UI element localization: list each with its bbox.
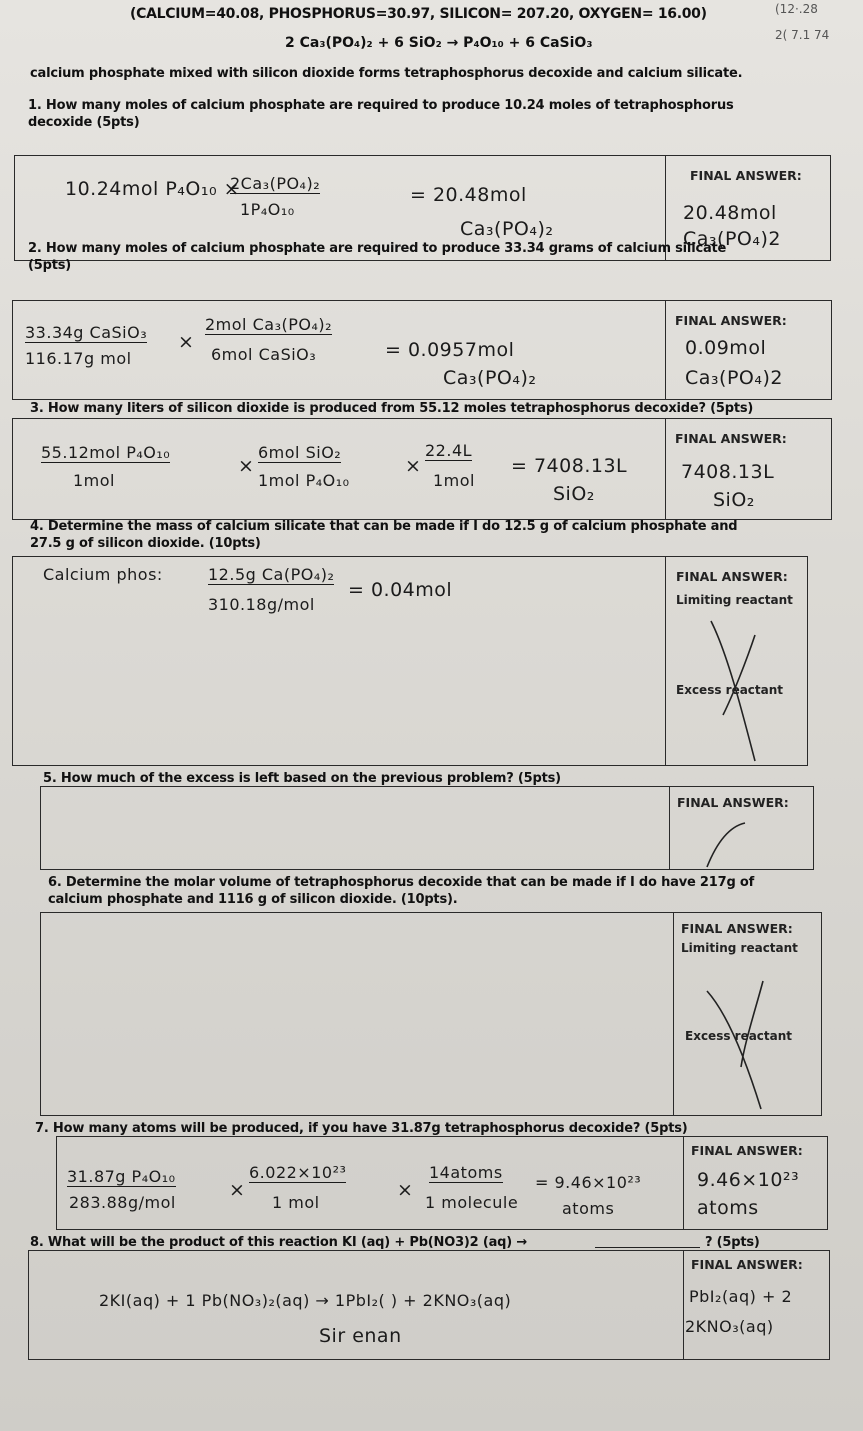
answer-blank xyxy=(595,1247,700,1248)
handwritten-work: 22.4L xyxy=(425,441,473,460)
question-4: 4. Determine the mass of calcium silicate that can be made if I do 12.5 g of calcium phosphate and 27.5 g of silicon dioxide. (10pts) xyxy=(30,519,738,551)
handwritten-work: Sir enan xyxy=(319,1325,402,1347)
final-answer-value: 0.09mol xyxy=(685,337,767,359)
question-8: 8. What will be the product of this reaction KI (aq) + Pb(NO3)2 (aq) → xyxy=(30,1235,528,1250)
limiting-reactant-label: Limiting reactant xyxy=(676,593,793,607)
final-answer-label: FINAL ANSWER: xyxy=(675,313,787,328)
final-answer-label: FINAL ANSWER: xyxy=(675,431,787,446)
final-answer-value: PbI₂(aq) + 2 xyxy=(689,1287,793,1306)
handwritten-work: 283.88g/mol xyxy=(69,1193,176,1212)
handwritten-work: 6mol CaSiO₃ xyxy=(211,345,317,364)
handwritten-work: 1mol P₄O₁₀ xyxy=(258,471,350,490)
question-2: 2. How many moles of calcium phosphate are required to produce 33.34 grams of calcium silicate (5pts) xyxy=(28,241,727,273)
cross-mark xyxy=(701,817,761,867)
handwritten-work: = 7408.13L xyxy=(511,455,628,477)
handwritten-work: 1mol xyxy=(433,471,475,490)
handwritten-work: 55.12mol P₄O₁₀ xyxy=(41,443,171,462)
corner-note: (12·.28 xyxy=(775,2,818,16)
handwritten-work: 6mol SiO₂ xyxy=(258,443,342,462)
final-answer-value: SiO₂ xyxy=(713,489,755,511)
question-7: 7. How many atoms will be produced, if you have 31.87g tetraphosphorus decoxide? (5pts) xyxy=(35,1121,688,1136)
handwritten-work: 1 molecule xyxy=(425,1193,519,1212)
handwritten-work: 116.17g mol xyxy=(25,349,132,368)
handwritten-work: = 0.0957mol xyxy=(385,339,515,361)
final-answer-label: FINAL ANSWER: xyxy=(681,921,793,936)
final-answer-value: 20.48mol xyxy=(683,202,777,224)
handwritten-work: = 20.48mol xyxy=(410,184,527,206)
final-answer-value: atoms xyxy=(697,1197,759,1219)
final-answer-value: Ca₃(PO₄)2 xyxy=(685,367,783,389)
handwritten-work: × xyxy=(238,455,255,477)
corner-note: 2( 7.1 74 xyxy=(775,28,830,42)
handwritten-work: 310.18g/mol xyxy=(208,595,315,614)
handwritten-work: = 9.46×10²³ xyxy=(535,1173,642,1192)
handwritten-work: 2KI(aq) + 1 Pb(NO₃)₂(aq) → 1PbI₂( ) + 2KNO₃(aq) xyxy=(99,1291,512,1310)
handwritten-work: = 0.04mol xyxy=(348,579,453,601)
handwritten-work: × xyxy=(405,455,422,477)
handwritten-work: 12.5g Ca(PO₄)₂ xyxy=(208,565,335,584)
handwritten-work: 31.87g P₄O₁₀ xyxy=(67,1167,176,1186)
handwritten-work: 14atoms xyxy=(429,1163,503,1182)
question-8-points: ? (5pts) xyxy=(705,1235,760,1250)
handwritten-work: SiO₂ xyxy=(553,483,595,505)
handwritten-work: Ca₃(PO₄)₂ xyxy=(460,218,554,240)
final-answer-value: 7408.13L xyxy=(681,461,775,483)
handwritten-work: 1mol xyxy=(73,471,115,490)
question-3: 3. How many liters of silicon dioxide is produced from 55.12 moles tetraphosphorus decoxide? (5pts) xyxy=(30,401,754,416)
handwritten-work: × xyxy=(178,331,195,353)
question-1: 1. How many moles of calcium phosphate are required to produce 10.24 moles of tetraphosphorus decoxide (5pts) xyxy=(28,98,734,130)
handwritten-work: 1P₄O₁₀ xyxy=(240,200,295,219)
handwritten-work: Ca₃(PO₄)₂ xyxy=(443,367,537,389)
final-answer-label: FINAL ANSWER: xyxy=(690,168,802,183)
question-2-answer-box xyxy=(12,300,832,400)
handwritten-work: 10.24mol P₄O₁₀ × xyxy=(65,178,241,200)
handwritten-work: 2Ca₃(PO₄)₂ xyxy=(230,174,321,193)
excess-reactant-label: Excess reactant xyxy=(685,1029,793,1043)
question-3-answer-box xyxy=(12,418,832,520)
cross-mark xyxy=(703,615,763,765)
final-answer-value: 9.46×10²³ xyxy=(697,1169,800,1191)
question-6: 6. Determine the molar volume of tetraphosphorus decoxide that can be made if I do have 217g of calcium phosphate and 1116 g of silicon dioxide. (10pts). xyxy=(48,875,755,907)
question-5-answer-box xyxy=(40,786,814,870)
handwritten-work: 33.34g CaSiO₃ xyxy=(25,323,148,342)
handwritten-work: 1 mol xyxy=(272,1193,320,1212)
handwritten-work: Calcium phos: xyxy=(43,565,163,584)
final-answer-value: 2KNO₃(aq) xyxy=(685,1317,774,1336)
final-answer-label: FINAL ANSWER: xyxy=(676,569,788,584)
limiting-reactant-label: Limiting reactant xyxy=(681,941,798,955)
handwritten-work: × xyxy=(397,1179,414,1201)
final-answer-label: FINAL ANSWER: xyxy=(691,1143,803,1158)
balanced-equation: 2 Ca₃(PO₄)₂ + 6 SiO₂ → P₄O₁₀ + 6 CaSiO₃ xyxy=(285,35,593,51)
reaction-description: calcium phosphate mixed with silicon dioxide forms tetraphosphorus decoxide and calcium silicate. xyxy=(30,66,743,81)
question-6-answer-box xyxy=(40,912,822,1116)
question-4-answer-box xyxy=(12,556,808,766)
handwritten-work: atoms xyxy=(562,1199,615,1218)
handwritten-work: × xyxy=(229,1179,246,1201)
handwritten-work: 6.022×10²³ xyxy=(249,1163,347,1182)
final-answer-label: FINAL ANSWER: xyxy=(677,795,789,810)
atomic-mass-constants: (CALCIUM=40.08, PHOSPHORUS=30.97, SILICON= 207.20, OXYGEN= 16.00) xyxy=(130,6,707,22)
final-answer-label: FINAL ANSWER: xyxy=(691,1257,803,1272)
handwritten-work: 2mol Ca₃(PO₄)₂ xyxy=(205,315,333,334)
question-8-answer-box xyxy=(28,1250,830,1360)
question-7-answer-box xyxy=(56,1136,828,1230)
excess-reactant-label: Excess reactant xyxy=(676,683,784,697)
cross-mark xyxy=(701,971,781,1111)
final-answer-value: Ca₃(PO₄)2 xyxy=(683,228,781,250)
question-5: 5. How much of the excess is left based on the previous problem? (5pts) xyxy=(43,771,561,786)
